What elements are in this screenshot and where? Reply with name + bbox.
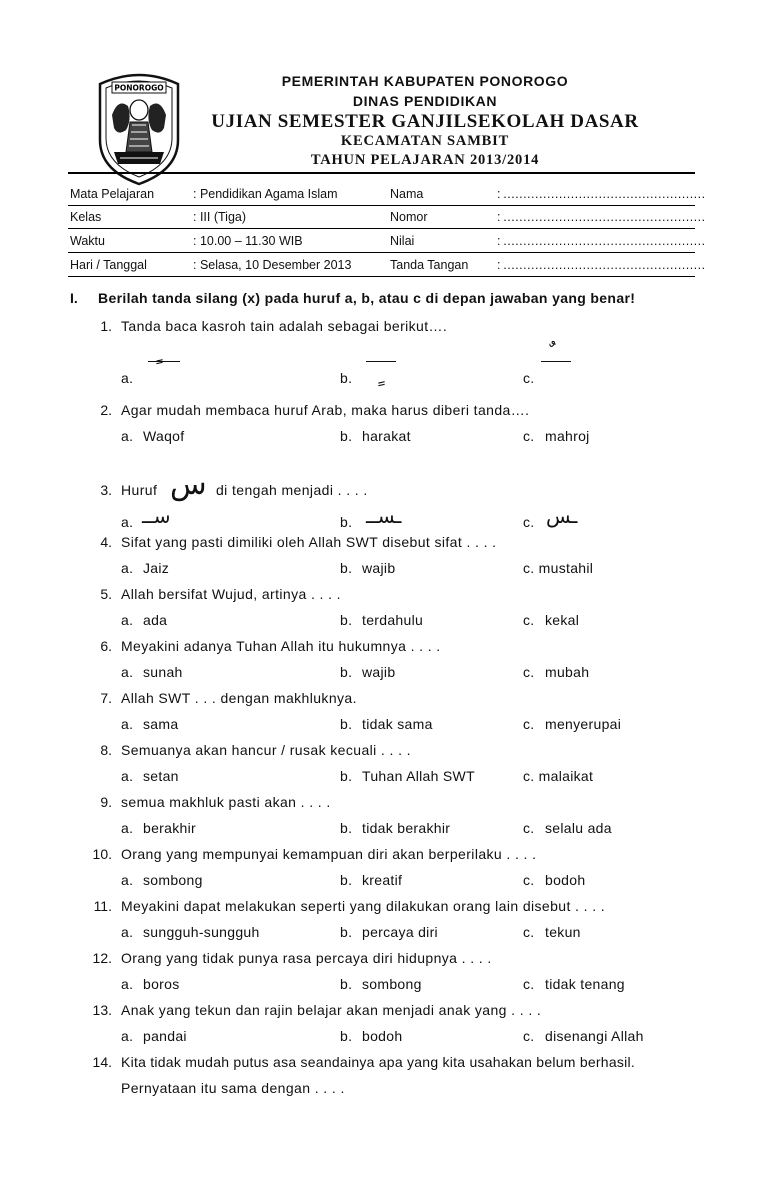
question-number: 5.	[100, 586, 112, 602]
option-text: harakat	[362, 428, 411, 444]
option-a	[121, 924, 260, 940]
option-text: mubah	[545, 664, 590, 680]
option-c	[523, 664, 589, 680]
option-text: percaya diri	[362, 924, 438, 940]
option-a	[121, 976, 180, 992]
option-letter: b.	[340, 664, 353, 680]
arabic-letter-sin: س	[170, 467, 207, 502]
option-c	[523, 820, 612, 836]
option-a	[121, 716, 178, 732]
header-rule	[68, 172, 695, 174]
arabic-form-medial: ـســ	[366, 504, 402, 528]
header-government: PEMERINTAH KABUPATEN PONOROGO	[281, 73, 569, 89]
option-letter: b.	[340, 612, 353, 628]
option-c	[523, 768, 593, 784]
arabic-form-final: ـس	[546, 504, 578, 528]
question-text: Sifat yang pasti dimiliki oleh Allah SWT disebut sifat . . . .	[121, 534, 497, 550]
info-value-time: : 10.00 – 11.30 WIB	[193, 234, 303, 248]
question-text: Semuanya akan hancur / rusak kecuali . . . .	[121, 742, 411, 758]
option-a	[121, 664, 183, 680]
question-text-continued: Pernyataan itu sama dengan . . . .	[121, 1080, 345, 1096]
option-text: wajib	[362, 560, 396, 576]
option-b	[340, 872, 402, 888]
option-a	[121, 612, 167, 628]
option-letter: b.	[340, 1028, 353, 1044]
question-number: 14.	[92, 1054, 112, 1070]
option-letter: b.	[340, 716, 353, 732]
option-letter: b.	[340, 514, 353, 530]
option-letter: a.	[121, 820, 134, 836]
info-rule	[68, 276, 695, 277]
info-label-score: Nilai	[390, 234, 415, 248]
option-letter: a.	[121, 872, 134, 888]
question-text: Kita tidak mudah putus asa seandainya apa yang kita usahakan belum berhasil.	[121, 1054, 635, 1070]
option-letter: c.	[523, 514, 535, 530]
option-b	[340, 370, 362, 386]
option-c	[523, 370, 545, 386]
option-b	[340, 514, 362, 530]
option-letter: a.	[121, 514, 134, 530]
option-c	[523, 716, 621, 732]
option-letter: b.	[340, 560, 353, 576]
option-c	[523, 560, 593, 576]
option-letter: a.	[121, 370, 134, 386]
question-number: 13.	[92, 1002, 112, 1018]
option-text: pandai	[143, 1028, 187, 1044]
question-number: 8.	[100, 742, 112, 758]
answer-line	[366, 361, 396, 362]
option-a	[121, 514, 143, 530]
option-text: boros	[143, 976, 180, 992]
option-text: selalu ada	[545, 820, 612, 836]
option-text: ada	[143, 612, 168, 628]
option-letter: b.	[340, 428, 353, 444]
option-text: wajib	[362, 664, 396, 680]
question-number: 7.	[100, 690, 112, 706]
option-a	[121, 428, 184, 444]
info-value-subject: : Pendidikan Agama Islam	[193, 187, 338, 201]
info-label-time: Waktu	[70, 234, 105, 248]
question-text: Anak yang tekun dan rajin belajar akan menjadi anak yang . . . .	[121, 1002, 542, 1018]
option-letter: c.	[523, 370, 535, 386]
info-value-number: : ……………………………………………	[497, 210, 706, 224]
option-text: disenangi Allah	[545, 1028, 644, 1044]
option-a	[121, 820, 196, 836]
question-number: 10.	[92, 846, 112, 862]
option-text: sombong	[143, 872, 203, 888]
option-letter: b.	[340, 820, 353, 836]
question-number: 11.	[93, 898, 112, 914]
option-letter: c.	[523, 924, 535, 940]
question-text: Allah bersifat Wujud, artinya . . . .	[121, 586, 341, 602]
info-rule	[68, 205, 695, 206]
option-letter: c.	[523, 976, 535, 992]
option-text: kekal	[545, 612, 580, 628]
info-value-class: : III (Tiga)	[193, 210, 247, 224]
option-a	[121, 560, 169, 576]
info-value-signature: : ……………………………………………	[497, 258, 706, 272]
option-a	[121, 872, 203, 888]
option-c	[523, 428, 590, 444]
option-b	[340, 716, 433, 732]
question-text: semua makhluk pasti akan . . . .	[121, 794, 331, 810]
option-letter: b.	[340, 768, 353, 784]
option-letter: c.	[523, 664, 535, 680]
question-number: 12.	[92, 950, 112, 966]
section-number: I.	[70, 290, 78, 306]
option-text: tidak berakhir	[362, 820, 451, 836]
option-c	[523, 924, 581, 940]
ponorogo-regency-emblem	[94, 70, 184, 186]
option-letter: c.	[523, 428, 535, 444]
info-label-name: Nama	[390, 187, 424, 201]
option-b	[340, 924, 438, 940]
info-label-class: Kelas	[70, 210, 102, 224]
option-text: c. malaikat	[523, 768, 594, 784]
option-b	[340, 976, 422, 992]
question-text-suffix: di tengah menjadi . . . .	[216, 482, 368, 498]
option-a	[121, 1028, 187, 1044]
option-text: menyerupai	[545, 716, 622, 732]
question-text: Meyakini dapat melakukan seperti yang dilakukan orang lain disebut . . . .	[121, 898, 606, 914]
option-letter: a.	[121, 664, 134, 680]
option-c	[523, 514, 545, 530]
option-text: Waqof	[143, 428, 185, 444]
info-label-signature: Tanda Tangan	[390, 258, 469, 272]
option-text: Tuhan Allah SWT	[362, 768, 475, 784]
question-text: Allah SWT . . . dengan makhluknya.	[121, 690, 357, 706]
option-text: Jaiz	[143, 560, 170, 576]
info-rule	[68, 228, 695, 229]
option-letter: a.	[121, 768, 134, 784]
option-letter: b.	[340, 370, 353, 386]
option-b	[340, 612, 423, 628]
option-text: bodoh	[362, 1028, 403, 1044]
option-text: setan	[143, 768, 179, 784]
option-c	[523, 976, 625, 992]
option-text: c. mustahil	[523, 560, 594, 576]
arabic-form-initial: ســ	[142, 504, 171, 528]
option-letter: a.	[121, 560, 134, 576]
option-text: tidak sama	[362, 716, 433, 732]
option-c	[523, 872, 585, 888]
option-letter: b.	[340, 976, 353, 992]
answer-line	[148, 361, 180, 362]
header-exam-title: UJIAN SEMESTER GANJILSEKOLAH DASAR	[211, 111, 639, 132]
info-label-date: Hari / Tanggal	[70, 258, 147, 272]
option-text: sungguh-sungguh	[143, 924, 260, 940]
info-label-subject: Mata Pelajaran	[70, 187, 155, 201]
emblem-text: PONOROGO	[114, 83, 164, 93]
header-school-year: TAHUN PELAJARAN 2013/2014	[310, 152, 540, 168]
question-text: Orang yang mempunyai kemampuan diri akan berperilaku . . . .	[121, 846, 537, 862]
option-b	[340, 768, 475, 784]
option-b	[340, 428, 411, 444]
question-number: 3.	[100, 482, 112, 498]
option-letter: a.	[121, 1028, 134, 1044]
option-text: terdahulu	[362, 612, 424, 628]
option-text: tekun	[545, 924, 581, 940]
question-text: Agar mudah membaca huruf Arab, maka harus diberi tanda….	[121, 402, 530, 418]
option-letter: a.	[121, 612, 134, 628]
option-text: kreatif	[362, 872, 403, 888]
option-text: berakhir	[143, 820, 196, 836]
option-b	[340, 560, 395, 576]
option-letter: b.	[340, 924, 353, 940]
question-number: 2.	[100, 402, 112, 418]
option-text: bodoh	[545, 872, 586, 888]
option-letter: c.	[523, 612, 535, 628]
question-text: Orang yang tidak punya rasa percaya diri hidupnya . . . .	[121, 950, 492, 966]
question-number: 4.	[100, 534, 112, 550]
option-letter: c.	[523, 820, 535, 836]
header-department: DINAS PENDIDIKAN	[352, 93, 498, 109]
info-value-score: : ……………………………………………	[497, 234, 706, 248]
question-number: 1.	[100, 318, 112, 334]
header-district: KECAMATAN SAMBIT	[340, 133, 510, 149]
option-b	[340, 664, 395, 680]
option-letter: c.	[523, 1028, 535, 1044]
option-letter: a.	[121, 924, 134, 940]
option-letter: c.	[523, 872, 535, 888]
option-b	[340, 820, 450, 836]
info-label-number: Nomor	[390, 210, 428, 224]
option-text: sama	[143, 716, 179, 732]
info-value-date: : Selasa, 10 Desember 2013	[193, 258, 352, 272]
option-text: mahroj	[545, 428, 590, 444]
option-b	[340, 1028, 402, 1044]
option-a	[121, 768, 179, 784]
option-letter: a.	[121, 976, 134, 992]
answer-line	[541, 361, 571, 362]
option-text: tidak tenang	[545, 976, 625, 992]
info-rule	[68, 252, 695, 253]
option-letter: c.	[523, 716, 535, 732]
option-a	[121, 370, 143, 386]
section-instruction: Berilah tanda silang (x) pada huruf a, b, atau c di depan jawaban yang benar!	[98, 290, 636, 306]
option-letter: a.	[121, 428, 134, 444]
option-text: sunah	[143, 664, 183, 680]
question-text: Tanda baca kasroh tain adalah sebagai berikut….	[121, 318, 448, 334]
option-letter: b.	[340, 872, 353, 888]
info-value-name: : ……………………………………………	[497, 187, 706, 201]
question-text-prefix: Huruf	[121, 482, 158, 498]
option-text: sombong	[362, 976, 422, 992]
question-number: 9.	[100, 794, 112, 810]
option-c	[523, 1028, 644, 1044]
question-number: 6.	[100, 638, 112, 654]
option-letter: a.	[121, 716, 134, 732]
option-c	[523, 612, 579, 628]
question-text: Meyakini adanya Tuhan Allah itu hukumnya . . . .	[121, 638, 441, 654]
